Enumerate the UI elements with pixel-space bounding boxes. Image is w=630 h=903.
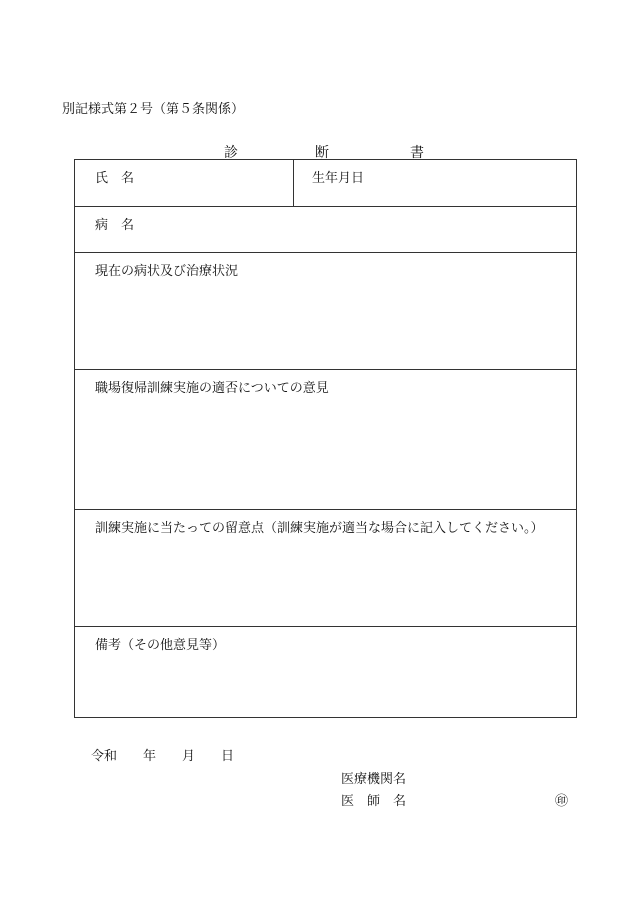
row-current-condition [75,253,576,370]
title-char-3: 書 [410,145,424,161]
date-line: 令和 年 月 日 [91,749,235,764]
name-label: 氏 名 [95,171,135,186]
row-training-suitability [75,370,576,510]
institution-label: 医療機関名 [341,772,407,787]
training-suitability-label: 職場復帰訓練実施の適否についての意見 [95,381,329,396]
title-char-1: 診 [224,145,238,161]
birthdate-label: 生年月日 [312,171,365,186]
training-notes-label: 訓練実施に当たっての留意点（訓練実施が適当な場合に記入してください。） [95,521,544,536]
form-number: 別記様式第２号（第５条関係） [62,102,245,117]
row-training-notes [75,510,576,627]
current-condition-label: 現在の病状及び治療状況 [95,264,239,279]
seal-mark: ㊞ [555,794,569,809]
row-name-birthdate [75,160,576,207]
row-disease [75,207,576,253]
diagnosis-form-table [74,159,577,718]
document-title [0,142,630,160]
row-remarks [75,627,576,717]
disease-label: 病 名 [95,218,135,233]
column-divider [293,160,294,206]
remarks-label: 備考（その他意見等） [95,638,226,653]
title-char-2: 断 [315,145,329,161]
doctor-label: 医 師 名 [341,794,407,809]
